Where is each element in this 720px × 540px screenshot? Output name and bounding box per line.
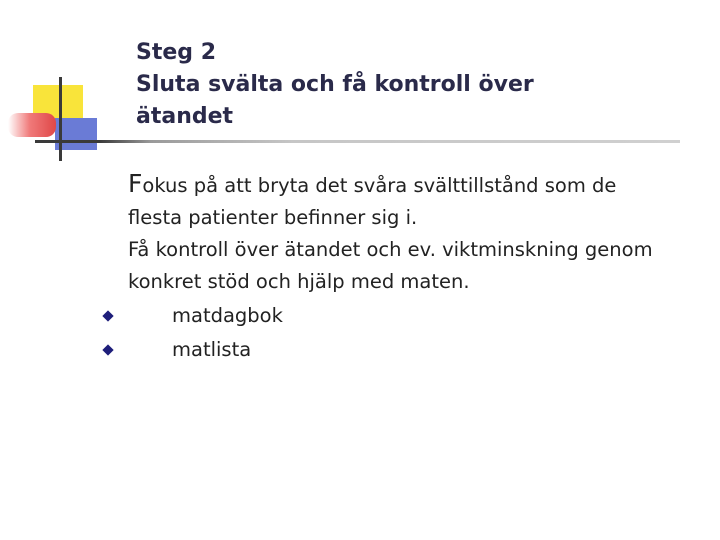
body-text <box>128 168 708 298</box>
bullet-text: matlista <box>172 338 252 361</box>
decorative-logo <box>0 0 140 170</box>
red-bar <box>8 113 56 137</box>
bullet-item <box>104 335 504 365</box>
body-line-3: konkret stöd och hjälp med maten. <box>128 270 470 293</box>
body-lead-line <box>128 168 708 202</box>
diamond-bullet-icon <box>102 310 113 321</box>
title-underline-rule <box>35 140 680 143</box>
lead-rest: okus på att bryta det svåra svälttillstånd som de <box>142 174 617 197</box>
body-line-1: flesta patienter befinner sig i. <box>128 206 418 229</box>
bullet-text: matdagbok <box>172 304 283 327</box>
title-line-1: Steg 2 <box>136 40 216 65</box>
title-line-2: Sluta svälta och få kontroll över <box>136 72 534 97</box>
diamond-bullet-icon <box>102 344 113 355</box>
title-line-3: ätandet <box>136 104 234 129</box>
bullet-item <box>104 301 504 331</box>
slide-title <box>136 37 696 133</box>
lead-initial: F <box>128 169 143 198</box>
body-line-2: Få kontroll över ätandet och ev. viktminskning genom <box>128 238 653 261</box>
vertical-rule <box>59 77 62 161</box>
